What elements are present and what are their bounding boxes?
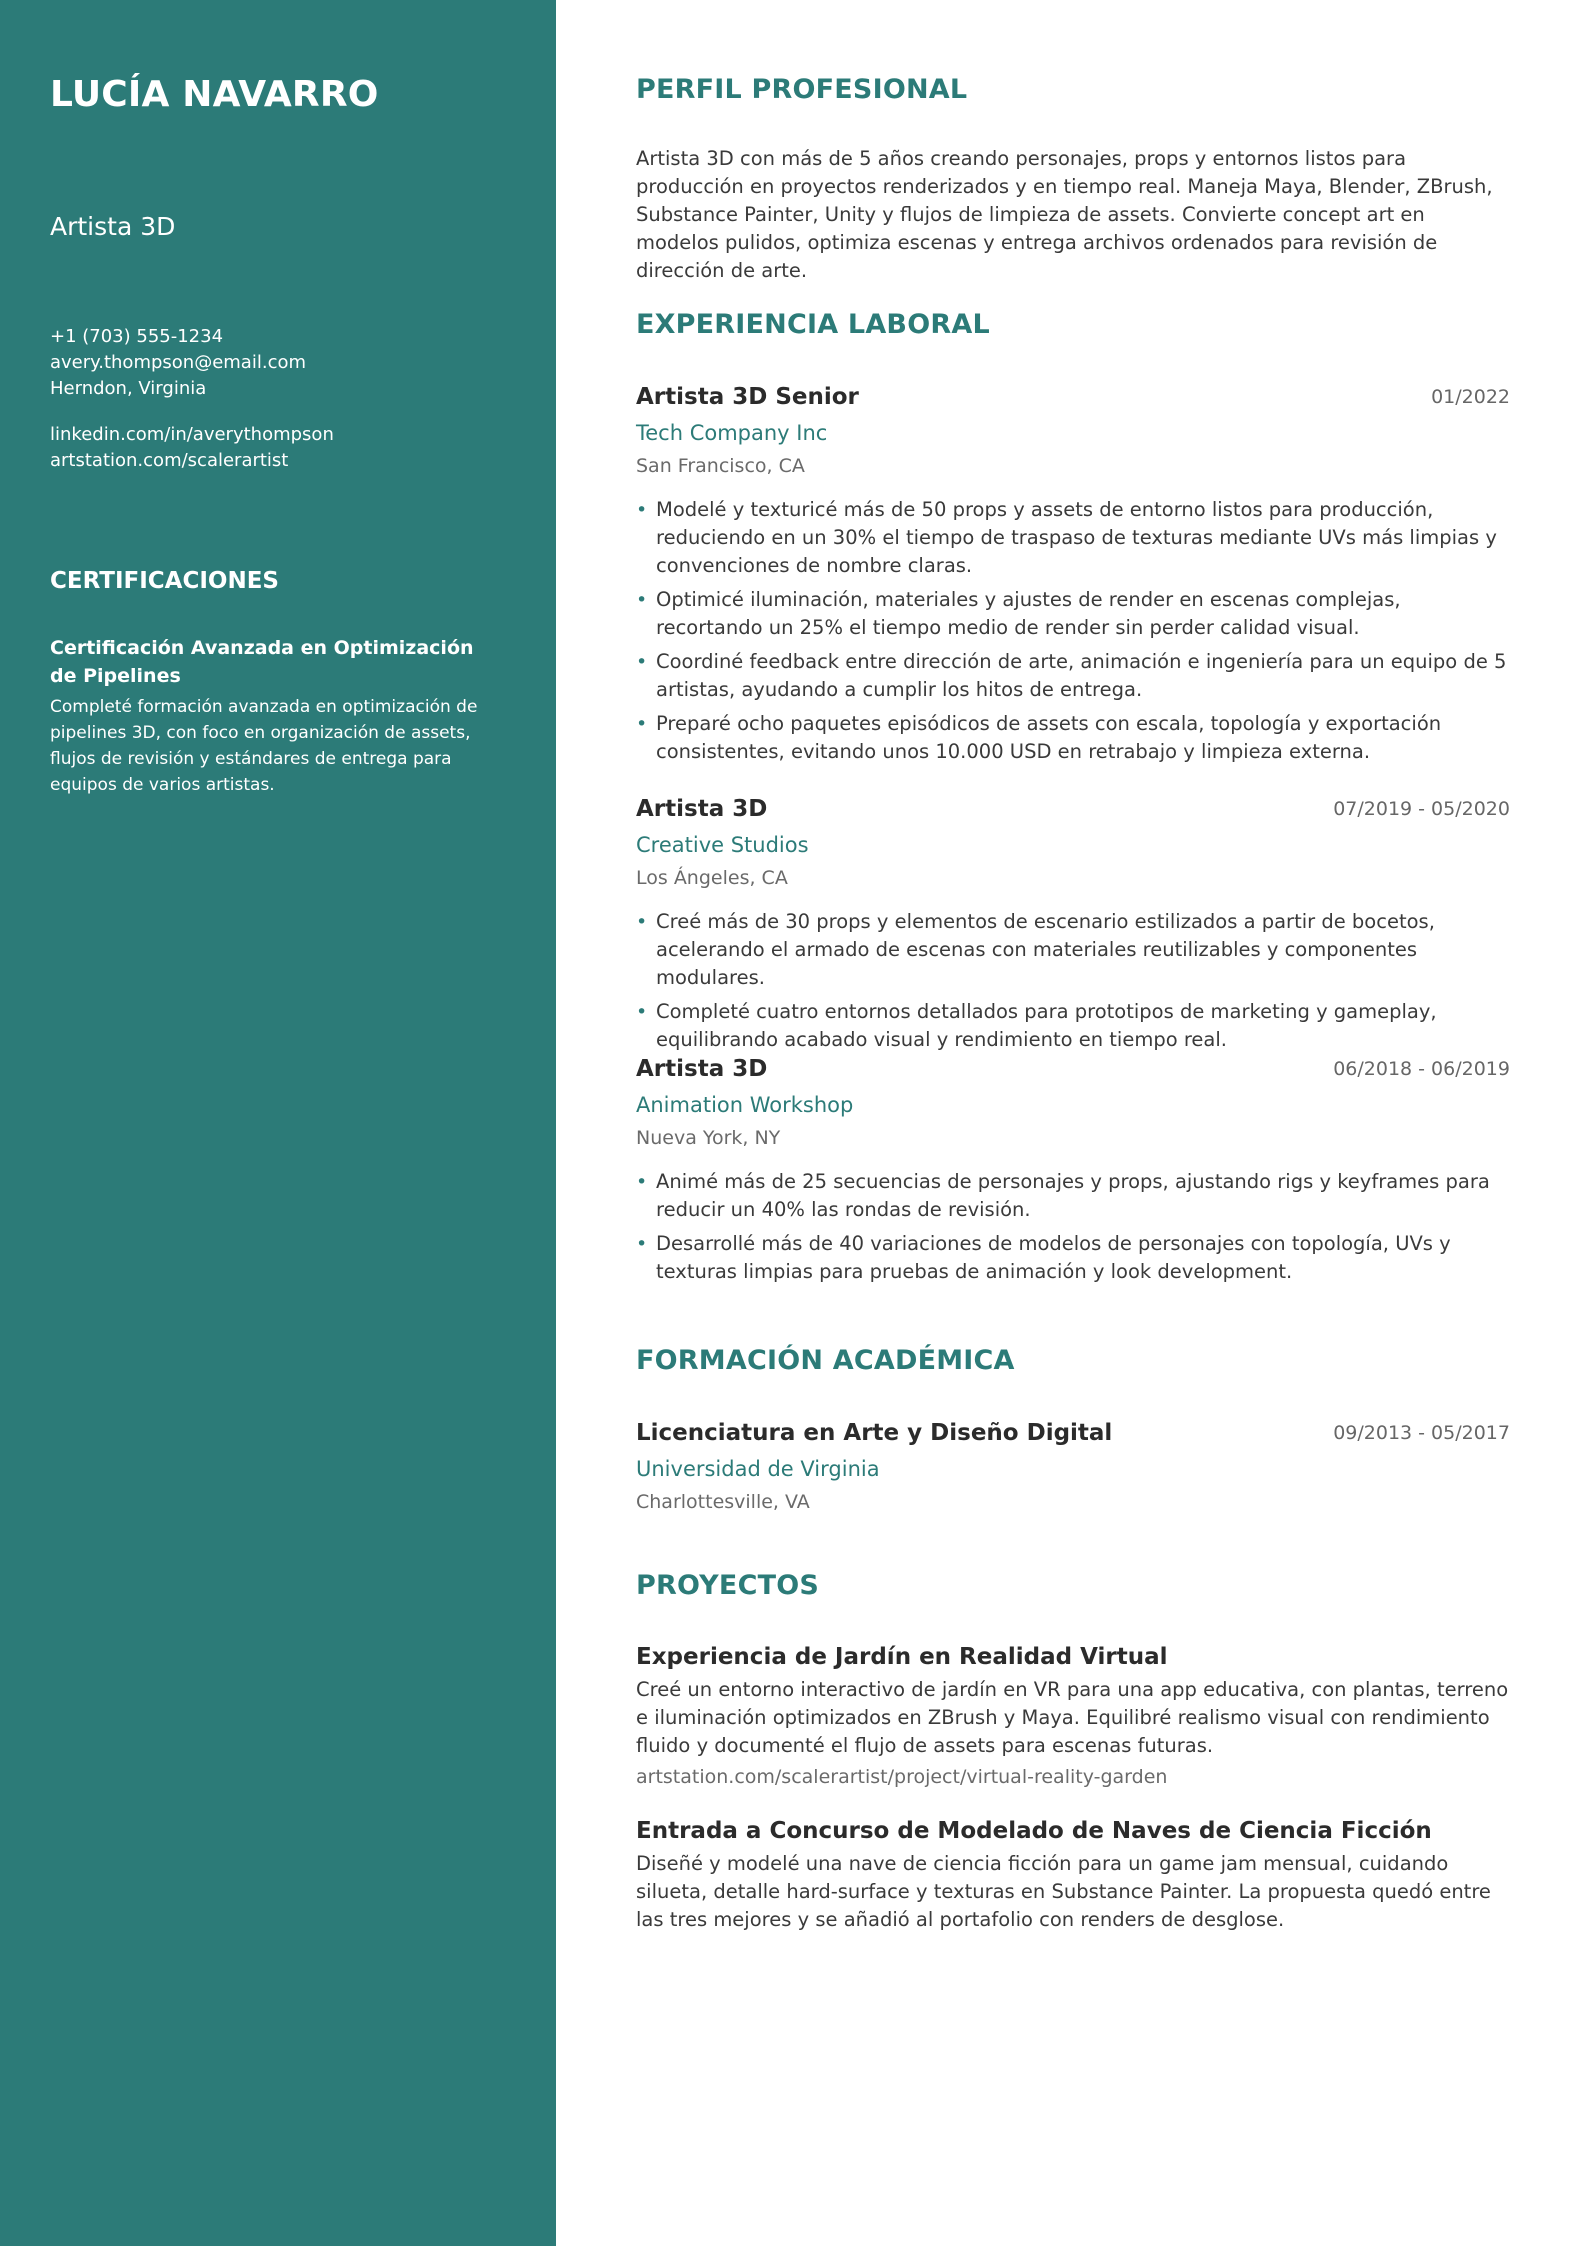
job-bullet [636,908,1510,992]
job-company: Creative Studios [636,833,809,857]
projects-heading: PROYECTOS [636,1570,819,1601]
bullet-text: Optimicé iluminación, materiales y ajustes de render en escenas complejas, recortando un 25% el tiempo medio de render sin perder calidad visual. [656,588,1401,639]
bullet-icon: • [636,651,648,673]
bullet-icon: • [636,911,648,933]
job-bullet [636,1168,1510,1224]
job-bullets [636,1168,1510,1286]
bullet-text: Animé más de 25 secuencias de personajes y props, ajustando rigs y keyframes para reducir un 40% las rondas de revisión. [656,1170,1490,1221]
job-bullets [636,908,1510,1054]
project-entry [636,1640,1510,1792]
job-bullet [636,496,1510,580]
job-title: Artista 3D [636,1056,768,1082]
bullet-icon: • [636,589,648,611]
bullet-text: Preparé ocho paquetes episódicos de assets con escala, topología y exportación consistentes, evitando unos 10.000 USD en retrabajo y limpieza externa. [656,712,1442,763]
linkedin-link[interactable]: linkedin.com/in/averythompson [50,424,334,445]
certification-title: Certificación Avanzada en Optimización de Pipelines [50,637,474,687]
bullet-text: Desarrollé más de 40 variaciones de modelos de personajes con topología, UVs y texturas limpias para pruebas de animación y look development. [656,1232,1451,1283]
email-address[interactable]: avery.thompson@email.com [50,352,307,373]
job-location: San Francisco, CA [636,455,805,477]
bullet-text: Creé más de 30 props y elementos de escenario estilizados a partir de bocetos, acelerando el armado de escenas con materiales reutilizables y componentes modulares. [656,910,1435,989]
job-location: Nueva York, NY [636,1127,781,1149]
education-date: 09/2013 - 05/2017 [1333,1422,1510,1444]
job-title: Artista 3D [636,796,768,822]
sidebar [0,0,556,2246]
job-location: Los Ángeles, CA [636,867,788,889]
certifications-heading: CERTIFICACIONES [50,568,279,594]
job-bullets [636,496,1510,766]
profile-heading: PERFIL PROFESIONAL [636,74,968,105]
bullet-icon: • [636,499,648,521]
bullet-icon: • [636,1001,648,1023]
job-bullet [636,710,1510,766]
job-bullet [636,586,1510,642]
education-entry [636,1416,1510,1518]
job-title: Artista 3D Senior [636,384,859,410]
job-entry [636,1052,1510,1292]
bullet-icon: • [636,1171,648,1193]
project-title: Experiencia de Jardín en Realidad Virtual [636,1644,1168,1670]
school-location: Charlottesville, VA [636,1491,810,1513]
job-company: Tech Company Inc [636,421,828,445]
home-location: Herndon, Virginia [50,378,207,399]
candidate-role: Artista 3D [50,212,176,241]
artstation-link[interactable]: artstation.com/scalerartist [50,450,289,471]
job-date: 06/2018 - 06/2019 [1333,1058,1510,1080]
job-company: Animation Workshop [636,1093,854,1117]
bullet-text: Coordiné feedback entre dirección de arte, animación e ingeniería para un equipo de 5 artistas, ayudando a cumplir los hitos de entrega. [656,650,1507,701]
phone-number: +1 (703) 555-1234 [50,326,224,347]
job-date: 07/2019 - 05/2020 [1333,798,1510,820]
experience-heading: EXPERIENCIA LABORAL [636,309,990,340]
bullet-text: Modelé y texturicé más de 50 props y assets de entorno listos para producción, reduciendo en un 30% el tiempo de traspaso de texturas mediante UVs más limpias y convenciones de nombre claras. [656,498,1497,577]
school-name: Universidad de Virginia [636,1457,880,1481]
job-entry [636,792,1510,1060]
candidate-name: LUCÍA NAVARRO [50,74,379,115]
project-description: Creé un entorno interactivo de jardín en VR para una app educativa, con plantas, terreno e iluminación optimizados en ZBrush y Maya. Equilibré realismo visual con rendimiento fluido y documenté el flujo de assets para escenas futuras. [636,1678,1509,1757]
job-bullet [636,1230,1510,1286]
project-title: Entrada a Concurso de Modelado de Naves de Ciencia Ficción [636,1818,1432,1844]
bullet-text: Completé cuatro entornos detallados para prototipos de marketing y gameplay, equilibrando acabado visual y rendimiento en tiempo real. [656,1000,1437,1051]
certification-description: Completé formación avanzada en optimización de pipelines 3D, con foco en organización de assets, flujos de revisión y estándares de entrega para equipos de varios artistas. [50,697,478,795]
job-bullet [636,648,1510,704]
job-entry [636,380,1510,772]
project-link[interactable]: artstation.com/scalerartist/project/virtual-reality-garden [636,1766,1168,1788]
job-bullet [636,998,1510,1054]
project-description: Diseñé y modelé una nave de ciencia ficción para un game jam mensual, cuidando silueta, detalle hard-surface y texturas en Substance Painter. La propuesta quedó entre las tres mejores y se añadió al portafolio con renders de desglose. [636,1852,1491,1931]
job-date: 01/2022 [1431,386,1510,408]
profile-links [50,422,334,474]
bullet-icon: • [636,713,648,735]
education-heading: FORMACIÓN ACADÉMICA [636,1345,1015,1376]
contact-info [50,324,306,402]
bullet-icon: • [636,1233,648,1255]
profile-text: Artista 3D con más de 5 años creando personajes, props y entornos listos para producción en proyectos renderizados y en tiempo real. Maneja Maya, Blender, ZBrush, Substance Painter, Unity y flujos de limpieza de assets. Convierte concept art en modelos pulidos, optimiza escenas y entrega archivos ordenados para revisión de dirección de arte. [636,147,1493,282]
project-entry [636,1814,1510,1934]
degree-title: Licenciatura en Arte y Diseño Digital [636,1420,1113,1446]
